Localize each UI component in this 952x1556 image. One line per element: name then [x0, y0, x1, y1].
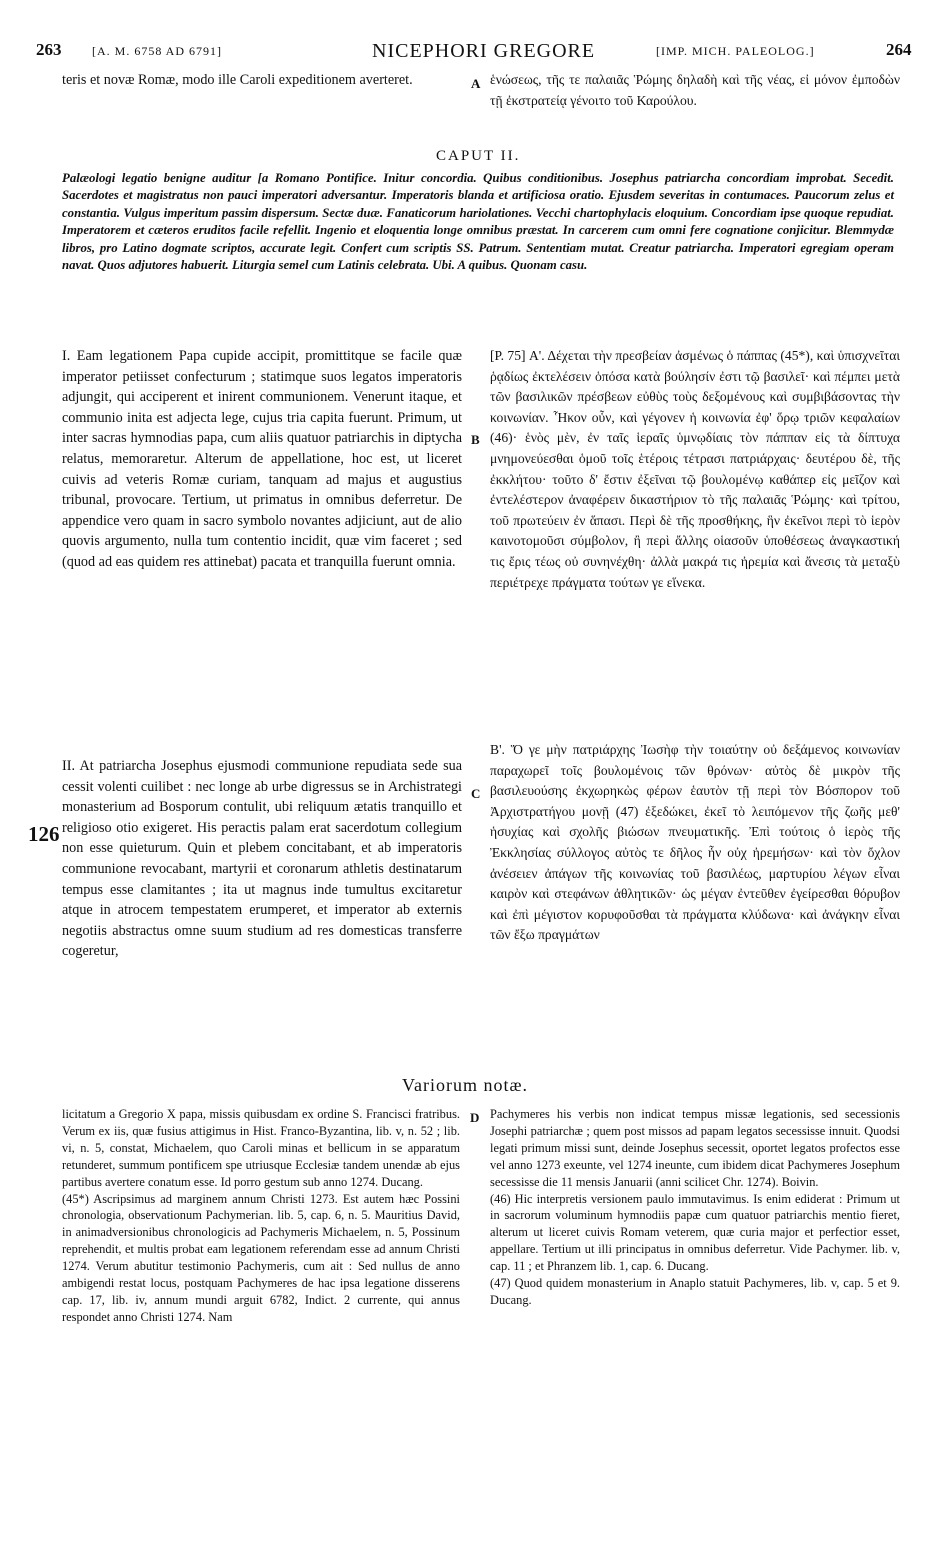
chapter-summary: Palæologi legatio benigne auditur [a Romano Pontifice. Initur concordia. Quibus conditionibus. Josephus patriarcha concordiam improbat. Secedit. Sacerdotes et magistratus non pauci imperatori adversantur. Imperatoris blanda et artificiosa oratio. Ejusdem severitas in contumaces. Paucorum zelus et constantia. Vulgus imperitum passim dispersum. Sectæ duæ. Fanaticorum hariolationes. Vecchi chartophylacis eloquium. Concordiam ipse quoque repudiat. Imperatorem et cæteros eruditos facile refellit. Ingenio et eloquentia longe omnibus præstat. In carcerem cum omni fere cognatione conjicitur. Blemmydæ libros, pro Latino dogmate scriptos, accurate legit. Confert cum scriptis SS. Patrum. Sententiam mutat. Creatur patriarcha. Imperatori egregiam operam navat. Quos adjutores habuerit. Liturgia semel cum Latinis celebrata. Ubi. A quibus. Quonam casu. [62, 171, 894, 273]
margin-marker-a: A [471, 76, 481, 91]
notes-heading: Variorum notæ. [402, 1075, 528, 1095]
header-year-left: [A. M. 6758 AD 6791] [92, 44, 222, 58]
section-2-greek [490, 740, 900, 1058]
margin-marker-d: D [470, 1110, 480, 1125]
note-47: (47) Quod quidem monasterium in Anaplo statuit Pachymeres, lib. v, cap. 5 et 9. Ducang. [490, 1276, 900, 1307]
note-boivin: Pachymeres his verbis non indicat tempus missæ legationis, sed secessionis Josephi patriarchæ ; quem post missos ad papam legatos secessisse innuit. Quodsi legati primum missi sunt, deinde Josephus secessit, oportet legatos profectos esse vel anno 1273 exeunte, vel 1274 ineunte, cum ibidem dicat Pachymeres Josephum secessisse die 11 mensis Januarii (anni scilicet Chr. 1274). Boivin. [490, 1107, 900, 1189]
page-number-right: 264 [886, 40, 912, 59]
margin-marker-b: B [471, 432, 480, 447]
section-2-latin [62, 756, 462, 1058]
side-column-number: 126 [28, 822, 60, 846]
section-2-greek-text: Β'. Ὅ γε μὴν πατριάρχης Ἰωσὴφ τὴν τοιαύτην οὐ δεξάμενος κοινωνίαν παραχωρεῖ τοῖς βουλομένοις τῶν θρόνων· αὐτὸς δὲ μικρὸν τῆς βασιλευούσης ἐκχωρηκὼς φέρων ἑαυτὸν τῇ περὶ τὸν Βόσπορον τοῦ Ἀρχιστρατήγου μονῇ (47) ἐξεδώκει, ἐκεῖ τὸ λειπόμενον τῆς ζωῆς μεθ' ἡσυχίας καὶ σχολῆς βιώσων πνευματικῆς. Ἐπὶ τούτοις ὁ ἱερὸς τῆς Ἐκκλησίας σύλλογος αὐτὸς τε δῆλος ἦν οὐχ ἠρεμήσων· καὶ τὸν ὄχλον ἀνέσειεν ἀπάγων τῆς κοινωνίας τοῦ βασιλέως, μαρτυρίου λέγων εἶναι καιρὸν καὶ στεφάνων ἀθλητικῶν· ὡς μέγαν ἐντεῦθεν ἐγείρεσθαι θόρυβον καὶ ἐπὶ μέγιστον κορυφοῦσθαι τὰ πράγματα κλύδωνα· καὶ ἀνάγκην εἶναι τῶν ἔξω πραγμάτων [490, 742, 900, 943]
section-1-greek [490, 346, 900, 746]
top-greek-text: ἑνώσεως, τῆς τε παλαιᾶς Ῥώμης δηλαδὴ καὶ τῆς νέας, εἰ μόνον ἐμποδὼν τῇ ἐκστρατείᾳ γένοιτο τοῦ Καρούλου. [490, 72, 900, 108]
running-header [36, 40, 936, 68]
section-1-latin [62, 346, 462, 722]
notes-right-column [490, 1106, 900, 1480]
section-2-latin-text: II. At patriarcha Josephus ejusmodi communione repudiata sede sua cessit volenti cuilibet : nec longe ab urbe digressus se in Archistrategi monasterium ad Bosporum contulit, ubi reliquum ætatis tranquillo et religioso otio exigeret. His peractis palam erat sacerdotum collegium non esse quieturum. Quin et plebem concitabant, et ab imperatoris communione revocabant, martyrii et coronarum athletis destinatarum tempus esse clamitantes ; ita ut magnus inde tumultus excitaretur atque in atrocem tempestatem erumperet, et imperator ab externis negotiis abstractus omne suum studium ad res domesticas transferre cogeretur, [62, 758, 462, 960]
page-number-left: 263 [36, 40, 62, 59]
section-1-greek-text: [P. 75] Α'. Δέχεται τὴν πρεσβείαν ἀσμένως ὁ πάππας (45*), καὶ ὑπισχνεῖται ῥᾳδίως ἐκτελέσειν ὁπόσα κατὰ βούλησίν ἐστι τῷ βασιλεῖ· καὶ πέμπει μετὰ τῶν βασιλικῶν πρέσβεων εὐθὺς τοὺς δεξομένους καὶ συμβιβάσοντας τὴν κοινωνίαν. Ἧκον οὖν, καὶ γέγονεν ἡ κοινωνία ἐφ' ὅρῳ τριῶν κεφαλαίων (46)· ἑνὸς μὲν, ἐν ταῖς ἱεραῖς ὑμνῳδίαις τὸν πάππαν εἰς τὰ δίπτυχα μνημονεύεσθαι ὁμοῦ τοῖς ἑτέροις τέτρασι πατριάρχαις· δευτέρου δὲ, τῆς ἐκκλήτου· τοῦτο δ' ἔστιν ἐξεῖναι τῷ βουλομένῳ καθάπερ εἰς μεῖζον καὶ ἐντελέστερον ἀναφέρειν δικαστήριον τὸ τῆς παλαιᾶς Ῥώμης· καὶ τρίτου, τοῦ πρωτεύειν ἐν ἅπασι. Περὶ δὲ τῆς προσθήκης, ἣν ἐκεῖνοι περὶ τὸ ἱερὸν καινοτομοῦσι σύμβολον, ἢ περὶ ἄλλης οἱασοῦν ὑποθέσεως ἀναγκαστική τις ἔρις τέως οὐ συνηνέχθη· ἀλλὰ μακρά τις ἠρεμία καὶ ἄνεσις τὰ μεταξὺ περιέτρεχε πράγματα τούτων γε εἵνεκα. [490, 348, 900, 590]
note-46: (46) Hic interpretis versionem paulo immutavimus. Is enim ediderat : Primum ut in sacrorum voluminum hymnodiis papæ cum quatuor patriarchis mentio fieret, alterum ut liceret cuivis Romam veterem, quæ curia major et perfectior esset, appellare. Tertium ut illi principatus in omnibus deferretur. Vide Pachymer. lib. v, cap. 11 ; et Phranzem lib. 1, cap. 6. Ducang. [490, 1191, 900, 1274]
header-title: NICEPHORI GREGORE [372, 40, 596, 62]
note-continuation: licitatum a Gregorio X papa, missis quibusdam ex ordine S. Francisci fratribus. Verum ex iis, quæ fusius attigimus in Hist. Franco-Byzantina, lib. v, n. 52 ; lib. vi, n. 5, constat, Michaelem, quo Caroli minas et bellicum in se apparatum retunderet, summum pontificem spe utriusque Ecclesiæ tandem unendæ ab ejus partibus avertere conatum esse. Id porro gestum sub anno 1274. Ducang. [62, 1107, 460, 1189]
margin-marker-c: C [471, 786, 481, 801]
header-emperor-right: [IMP. MICH. PALEOLOG.] [656, 44, 815, 58]
notes-left-column [62, 1106, 460, 1480]
chapter-heading: CAPUT II. [436, 148, 521, 164]
top-latin-continuation [62, 70, 462, 112]
section-1-latin-text: I. Eam legationem Papa cupide accipit, promittitque se facile quæ imperator petiisset confecturum ; statimque suos legatos imperatoris adjungit, qui acciperent et inirent communionem. Venerunt itaque, et communio inita est adjecta lege, cujus tria capita fuerunt. Primum, ut inter sacras hymnodias papa, cum aliis quatuor patriarchis in diptycha relatus, memoraretur. Alterum de appellatione, hoc est, ut liceret cuivis ad veteris Romæ curiam, tanquam ad majus et augustius tribunal, provocare. Tertium, ut primatus in omnibus deferretur. De appendice vero quam in sacro symbolo novantes adjiciunt, aut de alio quovis argumento, nulla tum contentio incidit, quæ vim faceret ; sed (quod ad eas quidem res attinebat) pacata et tranquilla fuerunt omnia. [62, 348, 462, 570]
top-latin-text: teris et novæ Romæ, modo ille Caroli expeditionem averteret. [62, 72, 413, 88]
top-greek-continuation [490, 70, 900, 136]
note-45: (45*) Ascripsimus ad marginem annum Christi 1273. Est autem hæc Possini chronologia, observationum Pachymerian. lib. 5, cap. 6, n. 5. Mauritius David, in animadversionibus chronologicis ad Pachymeris Michaelem, n. 5, Possinum reprehendit, et multis probat eam legationem referendam esse ad annum Christi 1274. Verum abutitur testimonio Pachymeris, cum ait : Sed nullus de anno ambigendi restat locus, postquam Pachymeres de hac ipsa legatione disserens cap. 17, lib. iv, annum mundi arguit 6782, Indict. 2 currente, qui annus respondet anno Christi 1274. Nam [62, 1191, 460, 1324]
